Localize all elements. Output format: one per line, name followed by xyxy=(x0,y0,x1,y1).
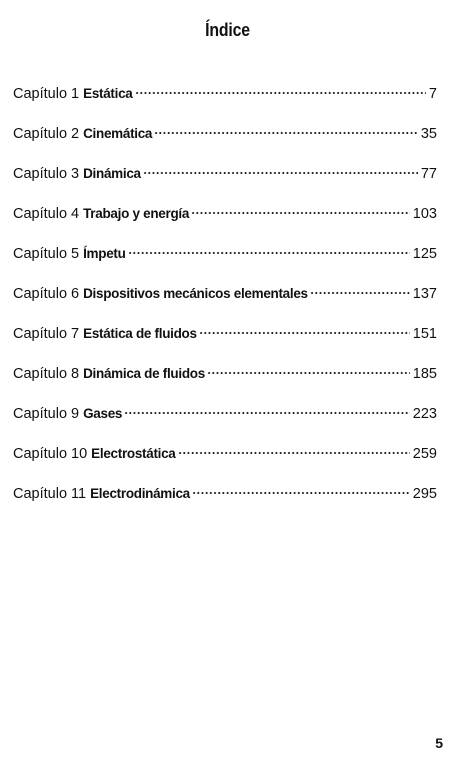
dot-leader xyxy=(135,87,426,95)
dot-leader xyxy=(199,327,410,335)
chapter-name: Dinámica de fluidos xyxy=(83,366,205,381)
chapter-name: Dinámica xyxy=(83,166,141,181)
toc-entry-8[interactable] xyxy=(13,364,437,404)
toc-entry-10[interactable] xyxy=(13,444,437,484)
chapter-label: Capítulo 2 xyxy=(13,126,80,142)
chapter-page-number: 259 xyxy=(412,446,437,462)
dot-leader xyxy=(207,367,410,375)
chapter-page-number: 125 xyxy=(412,246,437,262)
chapter-label: Capítulo 10 xyxy=(13,446,88,462)
chapter-name: Electrostática xyxy=(91,446,176,461)
chapter-label: Capítulo 3 xyxy=(13,166,80,182)
chapter-name: Estática de fluidos xyxy=(83,326,197,341)
toc-entry-3[interactable] xyxy=(13,164,437,204)
chapter-label: Capítulo 1 xyxy=(13,86,80,102)
chapter-page-number: 185 xyxy=(412,366,437,382)
toc-entry-4[interactable] xyxy=(13,204,437,244)
dot-leader xyxy=(191,207,410,215)
chapter-label: Capítulo 4 xyxy=(13,206,80,222)
chapter-label: Capítulo 11 xyxy=(13,486,87,502)
dot-leader xyxy=(192,487,410,495)
toc-entry-1[interactable] xyxy=(13,84,437,124)
chapter-page-number: 295 xyxy=(412,486,437,502)
page-title: Índice xyxy=(205,20,250,40)
chapter-name: Estática xyxy=(83,86,133,101)
chapter-label: Capítulo 7 xyxy=(13,326,80,342)
toc-entry-11[interactable] xyxy=(13,484,437,524)
chapter-name: Trabajo y energía xyxy=(83,206,190,221)
dot-leader xyxy=(310,287,410,295)
toc-entry-5[interactable] xyxy=(13,244,437,284)
chapter-name: Dispositivos mecánicos elementales xyxy=(83,286,308,301)
chapter-page-number: 103 xyxy=(412,206,437,222)
chapter-name: Cinemática xyxy=(83,126,153,141)
chapter-name: Ímpetu xyxy=(83,246,126,261)
chapter-name: Gases xyxy=(83,406,123,421)
dot-leader xyxy=(128,247,410,255)
chapter-page-number: 151 xyxy=(412,326,437,342)
dot-leader xyxy=(154,127,418,135)
chapter-label: Capítulo 8 xyxy=(13,366,80,382)
chapter-name: Electrodinámica xyxy=(90,486,190,501)
toc-entry-2[interactable] xyxy=(13,124,437,164)
toc-entry-9[interactable] xyxy=(13,404,437,444)
chapter-page-number: 137 xyxy=(412,286,437,302)
table-of-contents xyxy=(13,84,437,524)
chapter-label: Capítulo 5 xyxy=(13,246,80,262)
chapter-page-number: 7 xyxy=(428,86,437,102)
dot-leader xyxy=(124,407,410,415)
toc-entry-7[interactable] xyxy=(13,324,437,364)
toc-entry-6[interactable] xyxy=(13,284,437,324)
chapter-label: Capítulo 9 xyxy=(13,406,80,422)
dot-leader xyxy=(143,167,418,175)
chapter-label: Capítulo 6 xyxy=(13,286,80,302)
folio-page-number: 5 xyxy=(435,735,443,751)
chapter-page-number: 77 xyxy=(420,166,437,182)
chapter-page-number: 223 xyxy=(412,406,437,422)
dot-leader xyxy=(178,447,410,455)
chapter-page-number: 35 xyxy=(420,126,437,142)
